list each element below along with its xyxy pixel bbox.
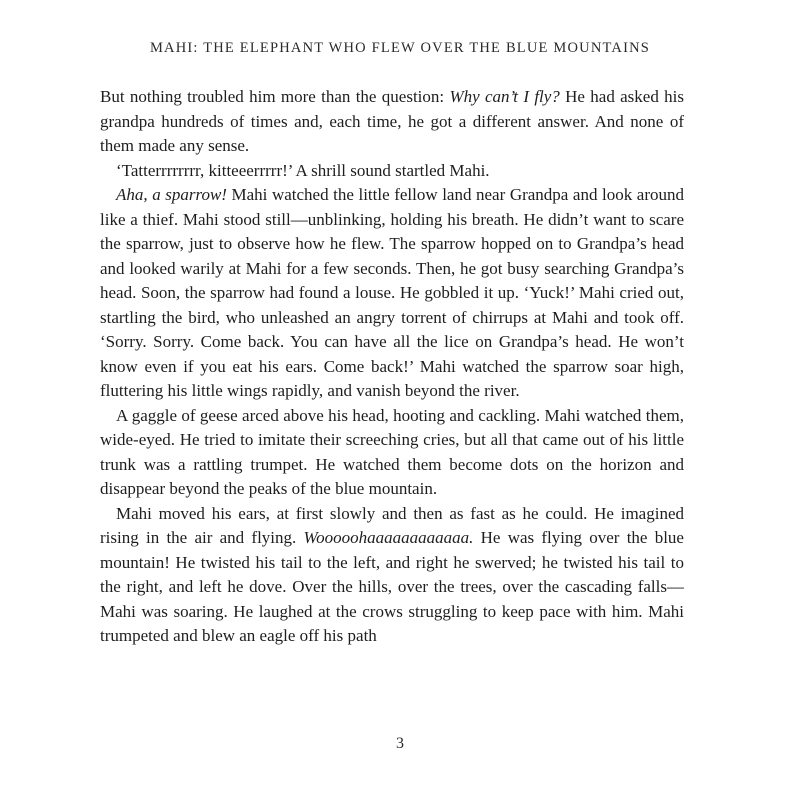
italic-text-run: Why can’t I fly? bbox=[449, 87, 560, 106]
paragraph bbox=[100, 502, 684, 649]
paragraph bbox=[100, 159, 684, 184]
paragraph bbox=[100, 85, 684, 159]
italic-text-run: Wooooohaaaaaaaaaaaa. bbox=[303, 528, 474, 547]
text-run: A gaggle of geese arced above his head, hooting and cackling. Mahi watched them, wide-eyed. He tried to imitate their screeching cries, but all that came out of his little trunk was a rattling trumpet. He watched them become dots on the horizon and disappear beyond the peaks of the blue mountain. bbox=[100, 405, 684, 498]
page-number: 3 bbox=[396, 735, 404, 752]
text-run: ‘Tatterrrrrrrr, kitteeerrrrr!’ A shrill sound startled Mahi. bbox=[116, 160, 490, 180]
running-head: MAHI: THE ELEPHANT WHO FLEW OVER THE BLUE MOUNTAINS bbox=[149, 40, 651, 56]
italic-text-run: Aha, a sparrow! bbox=[116, 185, 227, 204]
text-run: He was flying over the blue mountain! He twisted his tail to the left, and right he swerved; he twisted his tail to the right, and left he dove. Over the hills, over the trees, over the cascading falls—Mahi was soaring. He laughed at the crows struggling to keep pace with him. Mahi trumpeted and blew an eagle off his path bbox=[100, 528, 684, 645]
body-text bbox=[100, 85, 684, 649]
text-run: He had asked his grandpa hundreds of times and, each time, he got a different answer. And none of them made any sense. bbox=[100, 87, 684, 155]
paragraph bbox=[100, 404, 684, 502]
text-run: Mahi watched the little fellow land near Grandpa and look around like a thief. Mahi stood still—unblinking, holding his breath. He didn’t want to scare the sparrow, just to observe how he flew. The sparrow hopped on to Grandpa’s head and looked warily at Mahi for a few seconds. Then, he got busy searching Grandpa’s head. Soon, the sparrow had found a louse. He gobbled it up. ‘Yuck!’ Mahi cried out, startling the bird, who unleashed an angry torrent of chirrups at Mahi and took off. ‘Sorry. Sorry. Come back. You can have all the lice on Grandpa’s head. He won’t know even if you eat his ears. Come back!’ Mahi watched the sparrow soar high, fluttering his little wings rapidly, and vanish beyond the river. bbox=[100, 185, 684, 400]
text-run: But nothing troubled him more than the question: bbox=[100, 87, 450, 106]
paragraph bbox=[100, 183, 684, 404]
text-run: Mahi moved his ears, at first slowly and then as fast as he could. He imagined rising in the air and flying. bbox=[100, 503, 684, 547]
